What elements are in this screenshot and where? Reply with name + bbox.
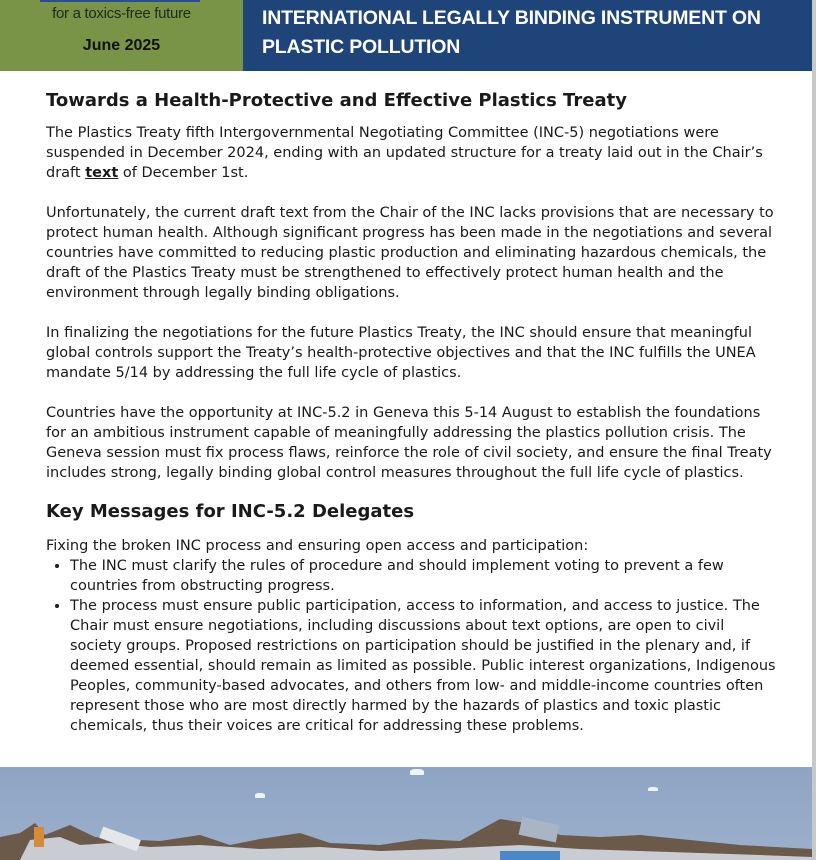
section-heading: Towards a Health-Protective and Effective Plastics Treaty (46, 90, 627, 111)
header-logo-panel (0, 0, 243, 71)
paragraph-text: The Plastics Treaty fifth Intergovernmental Negotiating Committee (INC-5) negotiations were suspended in December 2024, ending with an updated structure for a treaty laid out in the Chair’s draft (46, 125, 763, 181)
tagline: for a toxics-free future (52, 5, 191, 22)
paragraph: Unfortunately, the current draft text from the Chair of the INC lacks provisions that are necessary to protect human health. Although significant progress has been made in the negotiations and several countries have committed to reducing plastic production and eliminating hazardous chemicals, the draft of the Plastics Treaty must be strengthened to effectively protect human health and the environment through legally binding obligations. (46, 205, 774, 301)
paragraph: Countries have the opportunity at INC-5.2 in Geneva this 5-14 August to establish the foundations for an ambitious instrument capable of meaningfully addressing the plastics pollution crisis. The Geneva session must fix process flaws, reinforce the role of civil society, and ensure the final Treaty includes strong, legally binding global control measures throughout the full life cycle of plastics. (46, 405, 772, 481)
document-body (46, 90, 776, 736)
paragraph: In finalizing the negotiations for the future Plastics Treaty, the INC should ensure that meaningful global controls support the Treaty’s health-protective objectives and that the INC fulfills the UNEA mandate 5/14 by addressing the full life cycle of plastics. (46, 325, 756, 381)
page-edge (812, 0, 816, 860)
header-title-panel (243, 0, 812, 71)
list-item: • The INC must clarify the rules of procedure and should implement voting to prevent a few countries from obstructing progress. (70, 556, 776, 596)
text-link[interactable]: text (85, 165, 119, 181)
ice-floe (255, 793, 265, 798)
logo-fragment (40, 0, 200, 2)
paragraph-text: of December 1st. (118, 165, 249, 181)
ice-floe (648, 787, 658, 791)
publication-date: June 2025 (82, 37, 161, 54)
debris-pile (0, 815, 812, 860)
bullet-list (46, 556, 776, 736)
list-intro: Fixing the broken INC process and ensuring open access and participation: (46, 538, 589, 554)
ice-floe (410, 769, 424, 775)
plastic-waste-photo (0, 767, 812, 860)
paragraph (46, 123, 776, 183)
document-title: INTERNATIONAL LEGALLY BINDING INSTRUMENT ON PLASTIC POLLUTION (262, 7, 761, 58)
section-heading: Key Messages for INC-5.2 Delegates (46, 501, 415, 522)
list-item: • The process must ensure public participation, access to information, and access to justice. The Chair must ensure negotiations, including discussions about text options, are open to civil society groups. Proposed restrictions on participation should be justified in the plenary and, if deemed essential, should remain as limited as possible. Public interest organizations, Indigenous Peoples, community-based advocates, and others from low- and middle-income countries often represent those who are most directly harmed by the hazards of plastics and toxic plastic chemicals, thus their voices are critical for addressing these problems. (70, 596, 776, 736)
